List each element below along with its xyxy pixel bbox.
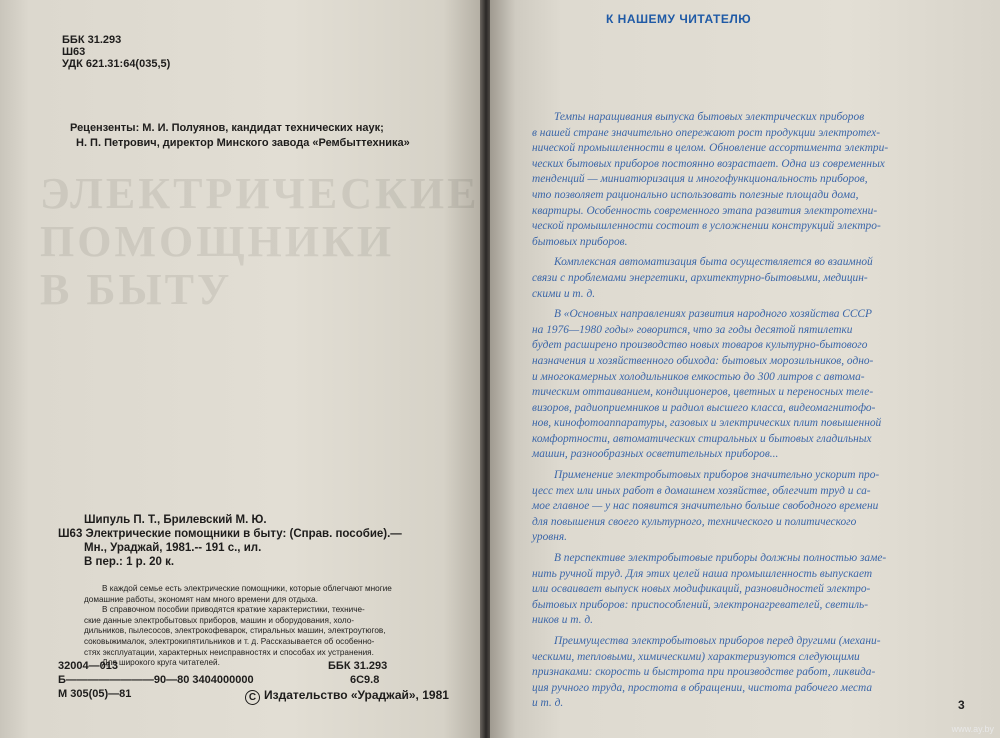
paragraph-line: нов, кинофотоаппаратуры, газовых и электрических плит повышенной (532, 417, 882, 430)
paragraph (532, 110, 972, 250)
paragraph-line: квартиры. Особенность современного этапа развития электротехни- (532, 204, 878, 217)
paragraph-line: будет расширено производство новых товаров культурно-бытового (532, 339, 868, 352)
paragraph-line: машин, разнообразных осветительных приборов... (532, 448, 779, 461)
copyright-icon: C (245, 690, 260, 705)
paragraph-line: бытовых приборов. (532, 235, 628, 248)
paragraph-line: для повышения своего культурного, технического и политического (532, 515, 857, 528)
paragraph-line: на 1976—1980 годы» говорится, что за годы десятой пятилетки (532, 323, 853, 336)
bbk-line: ББК 31.293 (62, 34, 122, 46)
paragraph (532, 307, 972, 463)
page-number: 3 (958, 698, 965, 712)
paragraph-line: ников и т. д. (532, 614, 593, 627)
paragraph-line: В перспективе электробытовые приборы должны полностью заме- (554, 552, 887, 565)
reviewer-line: Рецензенты: М. И. Полуянов, кандидат технических наук; (70, 122, 384, 134)
paragraph-line: нить ручной труд. Для этих целей наша промышленность выпускает (532, 567, 873, 580)
paragraph-line: тенденций — миниатюризация и многофункциональность приборов, (532, 173, 868, 186)
paragraph-line: цесс тех или иных работ в домашнем хозяйстве, облегчит труд и са- (532, 484, 871, 497)
paragraph-line: скими и т. д. (532, 287, 596, 300)
paragraph-line: в нашей стране значительно опережают рост продукции электротех- (532, 126, 881, 139)
annotation (58, 584, 392, 669)
paragraph-line: В «Основных направлениях развития народного хозяйства СССР (554, 308, 872, 321)
paragraph-line: нической промышленности в целом. Обновление ассортимента электри- (532, 142, 889, 155)
annotation-line: В каждой семье есть электрические помощники, которые облегчают многие (102, 584, 392, 593)
paragraph-line: бытовых приборов: приспособлений, электронагревателей, светиль- (532, 598, 869, 611)
paragraph-line: уровня. (532, 531, 568, 544)
bibliographic-record (58, 513, 402, 569)
paragraph (532, 255, 972, 302)
publisher-name: Издательство «Ураджай», 1981 (264, 688, 449, 702)
left-page (0, 0, 482, 738)
code-line: М 305(05)—81 (58, 687, 132, 700)
publication-info: Мн., Ураджай, 1981.-- 191 с., ил. (84, 542, 262, 554)
page-title: К НАШЕМУ ЧИТАТЕЛЮ (606, 12, 752, 26)
bbk-classification-top (62, 34, 170, 70)
paragraph-line: ция ручного труда, простота в обращении, чистота рабочего места (532, 681, 873, 694)
paragraph-line: визоров, радиоприемников и радиол высшего класса, видеомагнитофо- (532, 401, 876, 414)
code-line: 32004—013 (58, 660, 118, 672)
paragraph-line: что позволяет рационально использовать полезные площади дома, (532, 188, 859, 201)
bleed-through-text: ЭЛЕКТРИЧЕСКИЕ ПОМОЩНИКИ В БЫТУ (40, 169, 480, 314)
bbk-line: Ш63 (62, 46, 86, 58)
annotation-line: соковыжималок, электрокипятильников и т. д. Рассказывается об особенно- (84, 636, 375, 646)
paragraph-line: Преимущества электробытовых приборов перед другими (механи- (554, 635, 881, 647)
annotation-line: ские данные электробытовых приборов, машин и оборудования, холо- (84, 615, 355, 625)
paragraph-line: и т. д. (532, 697, 564, 710)
paragraph-line: и многокамерных холодильников емкостью до 300 литров с автома- (532, 370, 865, 383)
catalog-code (58, 660, 254, 701)
paragraph-line: комфортности, автоматических стиральных и бытовых гладильных (532, 432, 872, 445)
annotation-line: Для широкого круга читателей. (102, 658, 220, 668)
annotation-line: стях эксплуатации, характерных неисправностях и способах их устранения. (84, 647, 374, 657)
reviewers (70, 121, 410, 150)
paragraph (532, 634, 972, 712)
book-title-line: Ш63 Электрические помощники в быту: (Справ. пособие).— (58, 528, 402, 540)
reviewer-line: Н. П. Петрович, директор Минского завода «Рембыттехника» (76, 136, 410, 149)
price: В пер.: 1 р. 20 к. (84, 556, 175, 568)
paragraph-line: ческими, тепловыми, химическими) характеризуются следующими (532, 650, 860, 663)
paragraph-line: Темпы наращивания выпуска бытовых электрических приборов (554, 111, 865, 123)
udk-line: УДК 621.31:64(035,5) (62, 58, 171, 70)
paragraph-line: Комплексная автоматизация быта осуществляется во взаимной (554, 256, 873, 269)
paragraph (532, 551, 972, 629)
paragraph-line: связи с проблемами энергетики, архитектурно-бытовыми, медицин- (532, 271, 868, 284)
copyright-line (245, 688, 449, 705)
paragraph (532, 468, 972, 546)
annotation-line: В справочном пособии приводятся краткие характеристики, техниче- (102, 605, 365, 615)
paragraph-line: или осваивает выпуск новых модификаций, разновидностей электро- (532, 583, 871, 596)
annotation-line: домашние работы, экономят нам много времени для отдыха. (84, 594, 318, 604)
paragraph-line: тическим оттаиванием, кондиционеров, цветных и переносных теле- (532, 386, 874, 399)
body-text (532, 110, 972, 717)
paragraph-line: ческих бытовых приборов постоянно возрастает. Одна из современных (532, 157, 885, 170)
watermark: www.ay.by (951, 724, 994, 734)
bbk-line: ББК 31.293 (328, 660, 388, 672)
code-line: Б————————90—80 3404000000 (58, 673, 254, 686)
paragraph-line: ческой промышленности состоит в усложнении конструкций электро- (532, 220, 881, 233)
paragraph-line: мое главное — у нас появится значительно больше свободного времени (532, 500, 879, 513)
authors: Шипуль П. Т., Брилевский М. Ю. (84, 514, 267, 526)
paragraph-line: Применение электробытовых приборов значительно ускорит про- (554, 469, 880, 482)
bbk-line: 6С9.8 (350, 673, 380, 686)
paragraph-line: назначения и хозяйственного обихода: бытовых морозильников, одно- (532, 354, 874, 367)
annotation-line: дильников, пылесосов, электрокофеварок, стиральных машин, электроутюгов, (84, 626, 386, 636)
paragraph-line: признаками: скорость и быстрота при производстве работ, ликвида- (532, 666, 876, 679)
bbk-classification-bottom (328, 660, 387, 688)
